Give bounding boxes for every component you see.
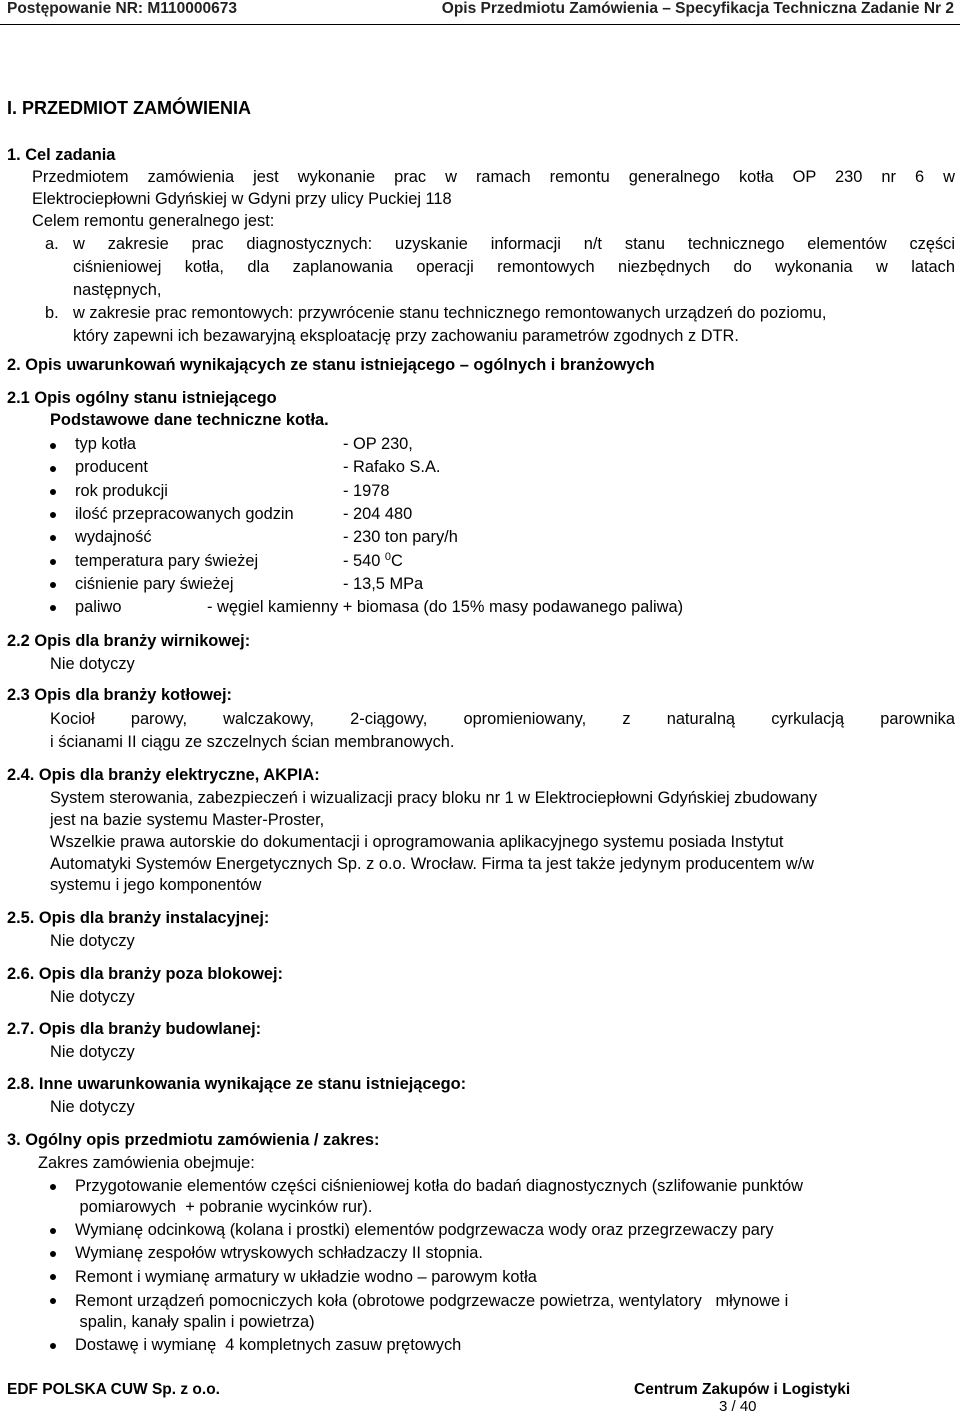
param-value: - OP 230,: [343, 435, 413, 453]
bullet: [50, 1298, 56, 1304]
param-label: ciśnienie pary świeżej: [75, 575, 234, 593]
goal-b-line: który zapewni ich bezawaryjną eksploatację przy zachowaniu parametrów zgodnych z DTR.: [73, 327, 739, 345]
list-marker-a: a.: [45, 235, 59, 253]
param-value: - węgiel kamienny + biomasa (do 15% masy podawanego paliwa): [207, 598, 684, 616]
scope-item: Wymianę odcinkową (kolana i prostki) elementów podgrzewacza wody oraz przegrzewaczy pary: [75, 1221, 774, 1239]
header-right: Opis Przedmiotu Zamówienia – Specyfikacja Techniczna Zadanie Nr 2: [441, 0, 954, 17]
page-number: 3 / 40: [719, 1398, 757, 1415]
param-label: rok produkcji: [75, 482, 168, 500]
param-label: temperatura pary świeżej: [75, 552, 259, 570]
param-label: wydajność: [75, 528, 152, 546]
section-2-2-heading: 2.2 Opis dla branży wirnikowej:: [7, 632, 251, 650]
header-divider: [0, 24, 960, 25]
section-2-5-heading: 2.5. Opis dla branży instalacyjnej:: [7, 909, 270, 927]
goal-b-line: w zakresie prac remontowych: przywrócenie stanu technicznego remontowanych urządzeń do poziomu,: [73, 304, 827, 322]
section-2-3-heading: 2.3 Opis dla branży kotłowej:: [7, 686, 232, 704]
section-2-2-text: Nie dotyczy: [50, 655, 135, 673]
section-2-4-text: systemu i jego komponentów: [50, 876, 262, 894]
bullet: [50, 443, 56, 449]
bullet: [50, 582, 56, 588]
param-label: producent: [75, 458, 148, 476]
goal-a-line: ciśnieniowej kotła, dla zaplanowania operacji remontowych niezbędnych do wykonania w latach: [73, 258, 955, 276]
bullet: [50, 1274, 56, 1280]
scope-item: Remont i wymianę armatury w układzie wodno – parowym kotła: [75, 1268, 537, 1286]
section-2-7-heading: 2.7. Opis dla branży budowlanej:: [7, 1020, 262, 1038]
document-title: I. PRZEDMIOT ZAMÓWIENIA: [7, 98, 251, 118]
param-value: [343, 552, 403, 571]
section-2-4-text: Wszelkie prawa autorskie do dokumentacji i oprogramowania aplikacyjnego systemu posiada Instytut: [50, 833, 784, 851]
header-left: Postępowanie NR: M110000673: [7, 0, 238, 17]
section-2-heading: 2. Opis uwarunkowań wynikających ze stanu istniejącego – ogólnych i branżowych: [7, 356, 655, 374]
footer-company: EDF POLSKA CUW Sp. z o.o.: [7, 1381, 220, 1398]
section-2-7-text: Nie dotyczy: [50, 1043, 135, 1061]
section-2-1-subheading: Podstawowe dane techniczne kotła.: [50, 411, 329, 429]
bullet: [50, 466, 56, 472]
param-value: - 230 ton pary/h: [343, 528, 458, 546]
section-2-3-text: Kocioł parowy, walczakowy, 2-ciągowy, opromieniowany, z naturalną cyrkulacją parownika: [50, 710, 955, 728]
section-2-8-text: Nie dotyczy: [50, 1098, 135, 1116]
section-2-8-heading: 2.8. Inne uwarunkowania wynikające ze stanu istniejącego:: [7, 1075, 467, 1093]
bullet: [50, 1251, 56, 1257]
section-2-5-text: Nie dotyczy: [50, 932, 135, 950]
section-3-intro: Zakres zamówienia obejmuje:: [38, 1154, 255, 1172]
footer-department: Centrum Zakupów i Logistyki: [634, 1381, 851, 1398]
section-2-3-text: i ścianami II ciągu ze szczelnych ścian membranowych.: [50, 733, 455, 751]
section-2-6-heading: 2.6. Opis dla branży poza blokowej:: [7, 965, 283, 983]
param-label: ilość przepracowanych godzin: [75, 505, 294, 523]
section-1-paragraph: Przedmiotem zamówienia jest wykonanie prac w ramach remontu generalnego kotła OP 230 nr 6 w: [32, 168, 955, 186]
section-3-heading: 3. Ogólny opis przedmiotu zamówienia / zakres:: [7, 1131, 380, 1149]
section-2-6-text: Nie dotyczy: [50, 988, 135, 1006]
bullet: [50, 1184, 56, 1190]
scope-item-cont: spalin, kanały spalin i powietrza): [75, 1313, 315, 1331]
scope-item: Przygotowanie elementów części ciśnieniowej kotła do badań diagnostycznych (szlifowanie punktów: [75, 1177, 803, 1195]
scope-item: Dostawę i wymianę 4 kompletnych zasuw prętowych: [75, 1336, 462, 1354]
bullet: [50, 489, 56, 495]
param-label: typ kotła: [75, 435, 137, 453]
section-2-4-text: System sterowania, zabezpieczeń i wizualizacji pracy bloku nr 1 w Elektrociepłowni Gdyńskiej zbudowany: [50, 789, 818, 807]
degree-superscript: 0: [384, 551, 392, 563]
section-2-4-heading: 2.4. Opis dla branży elektryczne, AKPIA:: [7, 766, 320, 784]
section-1-goal: Celem remontu generalnego jest:: [32, 212, 275, 230]
list-marker-b: b.: [45, 304, 59, 322]
param-value: - 13,5 MPa: [343, 575, 424, 593]
param-value: - 204 480: [343, 505, 413, 523]
bullet: [50, 1228, 56, 1234]
param-value-unit: C: [391, 552, 403, 570]
section-2-1-heading: 2.1 Opis ogólny stanu istniejącego: [7, 389, 277, 407]
section-1-heading: 1. Cel zadania: [7, 146, 116, 164]
bullet: [50, 512, 56, 518]
bullet: [50, 605, 56, 611]
scope-item: Wymianę zespołów wtryskowych schładzaczy II stopnia.: [75, 1244, 483, 1262]
bullet: [50, 535, 56, 541]
bullet: [50, 1343, 56, 1349]
bullet: [50, 559, 56, 565]
goal-a-line: w zakresie prac diagnostycznych: uzyskanie informacji n/t stanu technicznego elementów części: [73, 235, 955, 253]
param-value: - 1978: [343, 482, 390, 500]
section-2-4-text: Automatyki Systemów Energetycznych Sp. z o.o. Wrocław. Firma ta jest także jedynym producentem w/w: [50, 855, 814, 873]
param-value: - Rafako S.A.: [343, 458, 441, 476]
scope-item-cont: pomiarowych + pobranie wycinków rur).: [75, 1198, 373, 1216]
goal-a-line: następnych,: [73, 281, 162, 299]
param-value-number: - 540: [343, 552, 385, 570]
section-1-paragraph-cont: Elektrociepłowni Gdyńskiej w Gdyni przy ulicy Puckiej 118: [32, 190, 452, 208]
section-2-4-text: jest na bazie systemu Master-Proster,: [50, 811, 325, 829]
scope-item: Remont urządzeń pomocniczych koła (obrotowe podgrzewacze powietrza, wentylatory młynowe i: [75, 1292, 789, 1310]
param-label: paliwo: [75, 598, 122, 616]
